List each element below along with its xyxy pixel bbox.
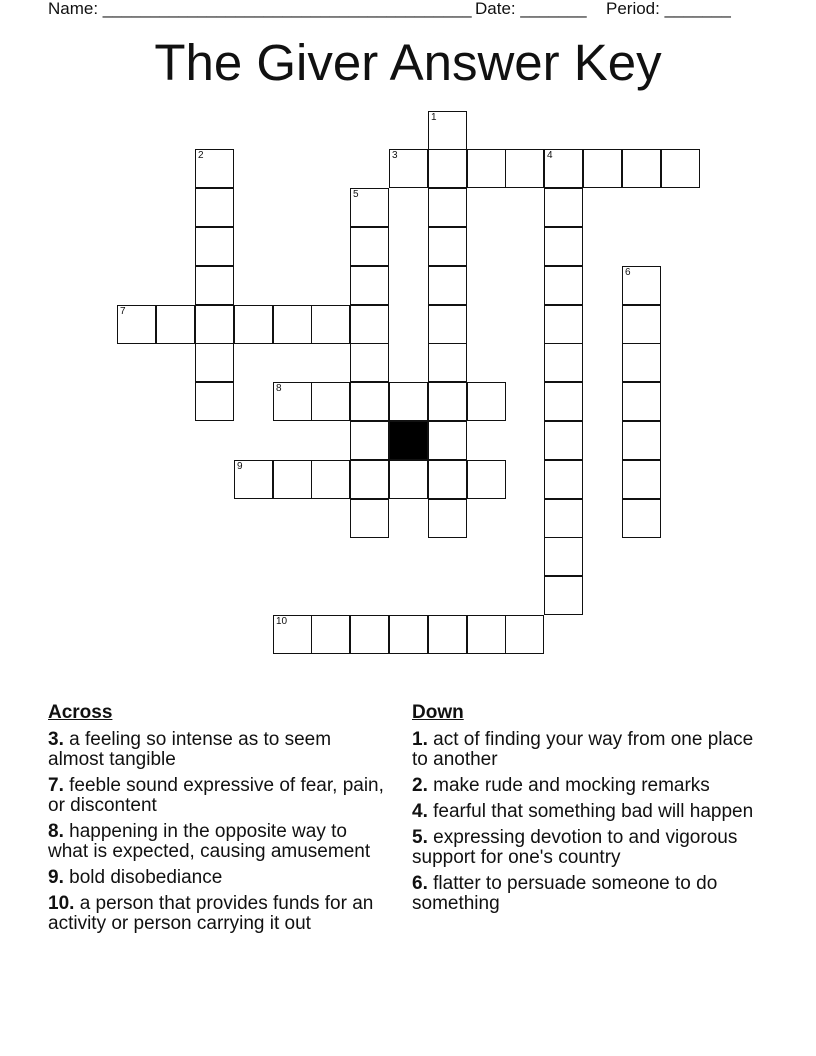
grid-cell[interactable] — [544, 149, 583, 188]
grid-cell[interactable] — [544, 382, 583, 421]
grid-cell[interactable] — [311, 382, 350, 421]
grid-cell[interactable] — [195, 149, 234, 188]
clue-number: 3. — [48, 729, 64, 750]
clue-text: a feeling so intense as to seem almost tangible — [48, 729, 332, 770]
clue-down-5 — [412, 828, 757, 868]
grid-cell[interactable] — [389, 382, 428, 421]
grid-cell[interactable] — [350, 227, 389, 266]
grid-cell[interactable] — [389, 460, 428, 499]
grid-cell[interactable] — [428, 111, 467, 150]
clue-across-7 — [48, 776, 388, 816]
clue-down-4 — [412, 802, 757, 822]
grid-cell[interactable] — [195, 343, 234, 382]
name-field[interactable]: Name: _______________________________________ — [48, 0, 472, 18]
grid-cell[interactable] — [234, 305, 273, 344]
grid-cell[interactable] — [428, 615, 467, 654]
grid-cell[interactable] — [350, 421, 389, 460]
period-field[interactable]: Period: _______ — [606, 0, 731, 18]
grid-cell[interactable] — [544, 460, 583, 499]
clue-text: flatter to persuade someone to do something — [412, 873, 718, 914]
grid-cell[interactable] — [428, 382, 467, 421]
grid-cell[interactable] — [661, 149, 700, 188]
clue-number: 7. — [48, 775, 64, 796]
clue-number: 9. — [48, 867, 64, 888]
clue-across-10 — [48, 894, 388, 934]
clue-text: bold disobediance — [63, 867, 223, 888]
black-cell — [389, 421, 428, 460]
clue-number-label: 4 — [547, 150, 553, 161]
grid-cell[interactable] — [505, 615, 544, 654]
grid-cell[interactable] — [467, 149, 506, 188]
clue-number-label: 1 — [431, 112, 437, 123]
grid-cell[interactable] — [622, 382, 661, 421]
across-heading: Across — [48, 702, 113, 723]
down-clues — [412, 702, 757, 920]
clue-number-label: 6 — [625, 267, 631, 278]
grid-cell[interactable] — [544, 343, 583, 382]
grid-cell[interactable] — [350, 305, 389, 344]
clue-number-label: 3 — [392, 150, 398, 161]
clue-text: happening in the opposite way to what is expected, causing amusement — [48, 821, 371, 862]
clue-number: 1. — [412, 729, 428, 750]
grid-cell[interactable] — [273, 305, 312, 344]
clue-number-label: 9 — [237, 461, 243, 472]
grid-cell[interactable] — [350, 460, 389, 499]
clue-number: 8. — [48, 821, 64, 842]
grid-cell[interactable] — [428, 227, 467, 266]
grid-cell[interactable] — [350, 615, 389, 654]
grid-cell[interactable] — [467, 460, 506, 499]
grid-cell[interactable] — [428, 188, 467, 227]
grid-cell[interactable] — [428, 266, 467, 305]
clue-number-label: 5 — [353, 189, 359, 200]
grid-cell[interactable] — [622, 149, 661, 188]
down-heading: Down — [412, 702, 464, 723]
grid-cell[interactable] — [195, 266, 234, 305]
grid-cell[interactable] — [467, 615, 506, 654]
grid-cell[interactable] — [350, 188, 389, 227]
grid-cell[interactable] — [428, 305, 467, 344]
grid-cell[interactable] — [622, 421, 661, 460]
grid-cell[interactable] — [195, 382, 234, 421]
clue-number-label: 7 — [120, 306, 126, 317]
across-clues — [48, 702, 388, 940]
clue-number-label: 8 — [276, 383, 282, 394]
grid-cell[interactable] — [583, 149, 622, 188]
grid-cell[interactable] — [389, 149, 428, 188]
clue-across-3 — [48, 730, 388, 770]
grid-cell[interactable] — [195, 227, 234, 266]
grid-cell[interactable] — [311, 305, 350, 344]
grid-cell[interactable] — [622, 266, 661, 305]
grid-cell[interactable] — [350, 343, 389, 382]
grid-cell[interactable] — [428, 460, 467, 499]
grid-cell[interactable] — [544, 266, 583, 305]
grid-cell[interactable] — [156, 305, 195, 344]
clue-number: 2. — [412, 775, 428, 796]
grid-cell[interactable] — [311, 460, 350, 499]
clue-text: fearful that something bad will happen — [427, 801, 754, 822]
clue-across-9 — [48, 868, 388, 888]
clue-text: make rude and mocking remarks — [427, 775, 710, 796]
grid-cell[interactable] — [544, 421, 583, 460]
grid-cell[interactable] — [622, 499, 661, 538]
clue-number: 5. — [412, 827, 428, 848]
clue-number-label: 2 — [198, 150, 204, 161]
grid-cell[interactable] — [350, 382, 389, 421]
grid-cell[interactable] — [234, 460, 273, 499]
grid-cell[interactable] — [428, 343, 467, 382]
grid-cell[interactable] — [273, 382, 312, 421]
grid-cell[interactable] — [428, 149, 467, 188]
grid-cell[interactable] — [350, 499, 389, 538]
grid-cell[interactable] — [622, 460, 661, 499]
grid-cell[interactable] — [467, 382, 506, 421]
grid-cell[interactable] — [505, 149, 544, 188]
grid-cell[interactable] — [544, 576, 583, 615]
clue-number: 4. — [412, 801, 428, 822]
clue-down-2 — [412, 776, 757, 796]
clue-text: act of finding your way from one place to another — [412, 729, 754, 770]
grid-cell[interactable] — [428, 421, 467, 460]
grid-cell[interactable] — [622, 343, 661, 382]
clue-number-label: 10 — [276, 616, 288, 627]
grid-cell[interactable] — [544, 499, 583, 538]
grid-cell[interactable] — [389, 615, 428, 654]
clue-text: a person that provides funds for an activity or person carrying it out — [48, 893, 374, 934]
clue-text: expressing devotion to and vigorous support for one's country — [412, 827, 738, 868]
grid-cell[interactable] — [273, 615, 312, 654]
clue-across-8 — [48, 822, 388, 862]
grid-cell[interactable] — [195, 188, 234, 227]
grid-cell[interactable] — [311, 615, 350, 654]
clue-down-6 — [412, 874, 757, 914]
grid-cell[interactable] — [544, 305, 583, 344]
page-title: The Giver Answer Key — [154, 34, 662, 91]
clue-down-1 — [412, 730, 757, 770]
grid-cell[interactable] — [117, 305, 156, 344]
grid-cell[interactable] — [544, 188, 583, 227]
grid-cell[interactable] — [428, 499, 467, 538]
grid-cell[interactable] — [544, 227, 583, 266]
clue-number: 6. — [412, 873, 428, 894]
grid-cell[interactable] — [544, 537, 583, 576]
clue-text: feeble sound expressive of fear, pain, or discontent — [48, 775, 384, 816]
grid-cell[interactable] — [622, 305, 661, 344]
grid-cell[interactable] — [350, 266, 389, 305]
clue-number: 10. — [48, 893, 75, 914]
grid-cell[interactable] — [195, 305, 234, 344]
grid-cell[interactable] — [273, 460, 312, 499]
date-field[interactable]: Date: _______ — [475, 0, 587, 18]
